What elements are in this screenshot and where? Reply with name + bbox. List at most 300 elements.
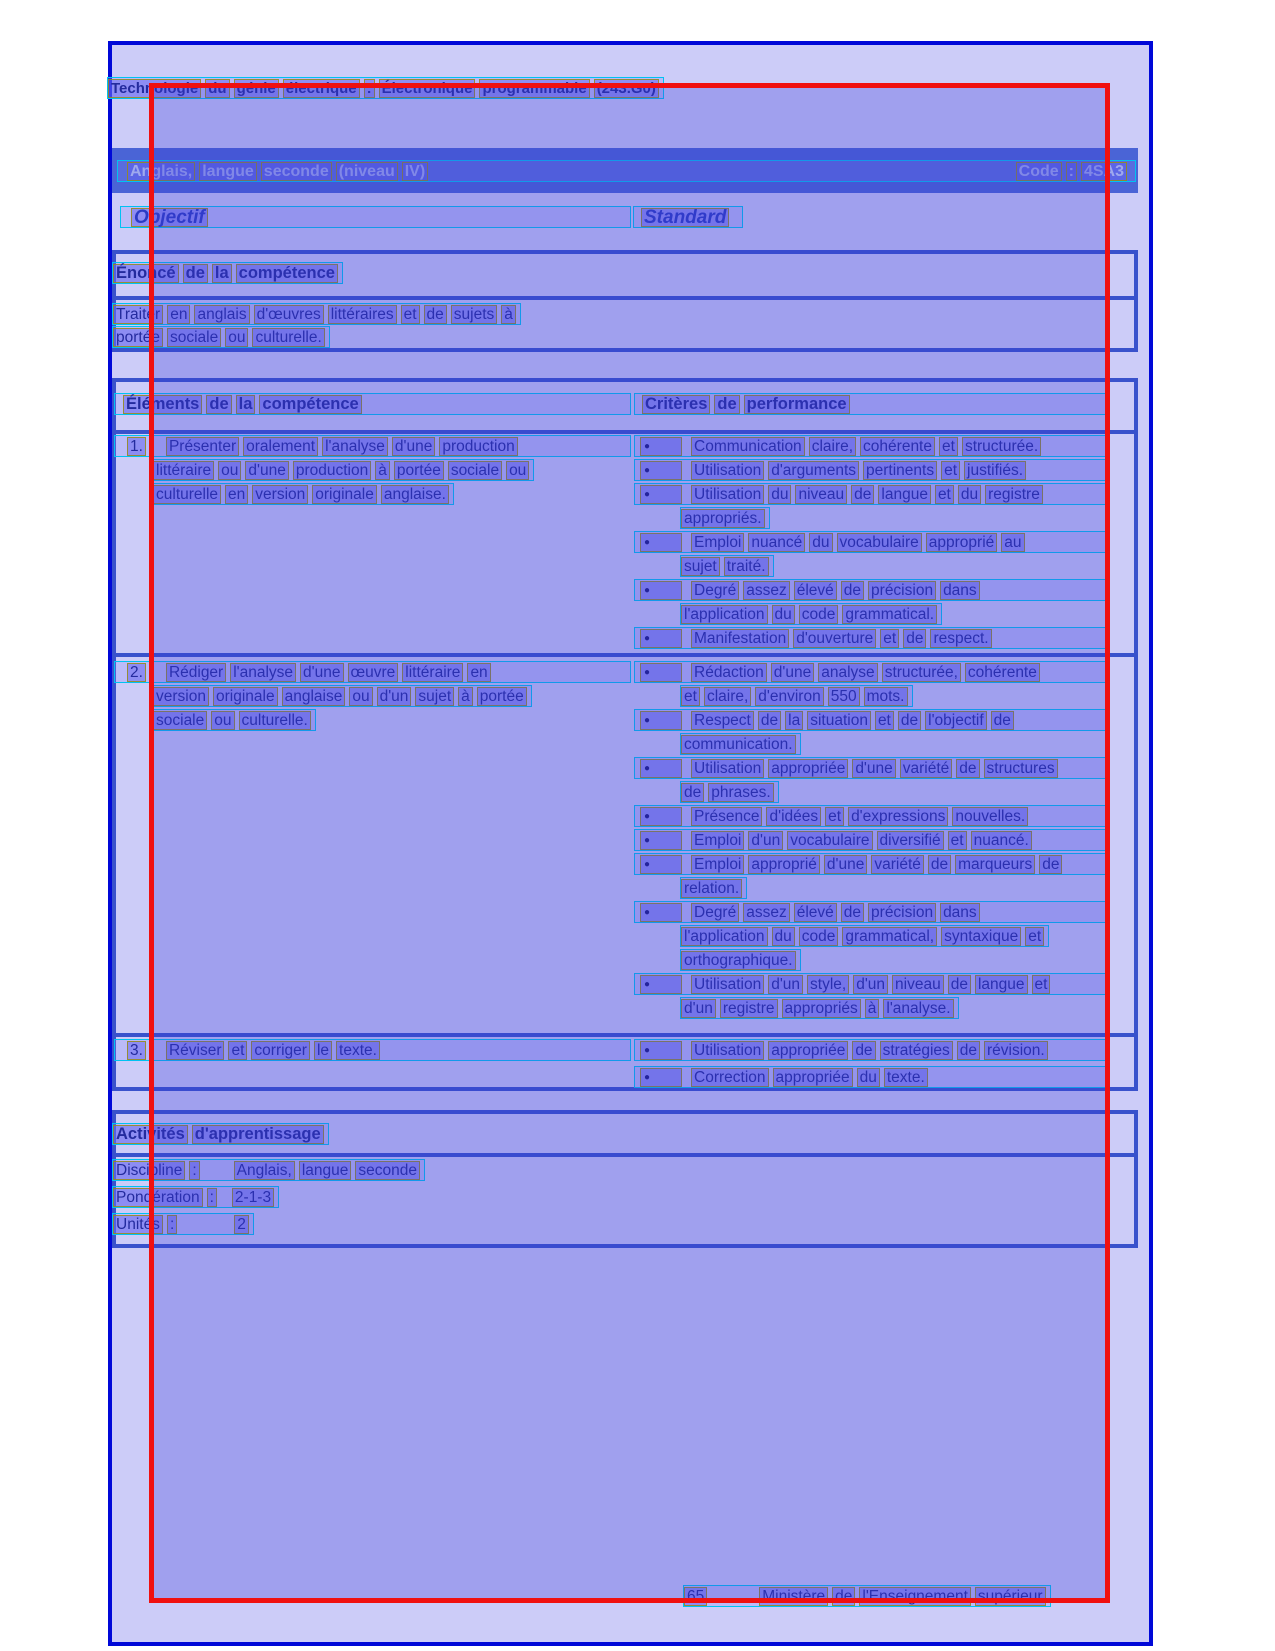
ocr-word: production xyxy=(439,437,517,456)
criterion-line xyxy=(634,579,1106,601)
ocr-word: Utilisation xyxy=(691,1041,764,1060)
ocr-word: appropriée xyxy=(768,1041,848,1060)
criterion-line xyxy=(634,435,1106,457)
ocr-word: Utilisation xyxy=(691,975,764,994)
ocr-word: Anglais, xyxy=(127,162,195,181)
ocr-word: Respect xyxy=(691,711,754,730)
bullet-icon: ● xyxy=(640,975,682,994)
bullet-icon: ● xyxy=(640,831,682,850)
criterion-line xyxy=(634,709,1106,731)
ocr-word: langue xyxy=(975,975,1028,994)
bullet-icon: ● xyxy=(640,1068,682,1087)
ocr-word: orthographique. xyxy=(681,951,796,970)
ocr-word: seconde xyxy=(355,1161,420,1180)
ocr-word: niveau xyxy=(795,485,847,504)
gap xyxy=(635,590,636,591)
ocr-word: et xyxy=(939,437,958,456)
ocr-word: littéraires xyxy=(328,305,397,324)
objectif-heading xyxy=(120,206,631,228)
ocr-word: d'une xyxy=(245,461,288,480)
element-item-line xyxy=(114,1039,631,1061)
ocr-word: Ministère xyxy=(759,1587,828,1606)
ocr-word: niveau xyxy=(892,975,944,994)
bullet-icon: ● xyxy=(640,711,682,730)
ocr-word: nuancé xyxy=(748,533,805,552)
gap xyxy=(635,638,636,639)
ocr-word: Unités xyxy=(113,1215,163,1234)
criterion-line xyxy=(680,733,801,755)
ocr-word: 2 xyxy=(234,1215,249,1234)
ocr-word: sujets xyxy=(451,305,498,324)
ocr-word: oralement xyxy=(243,437,318,456)
ocr-word: : xyxy=(364,79,375,98)
ocr-word: d'ouverture xyxy=(793,629,876,648)
ocr-word: la xyxy=(212,264,232,283)
ocr-word: : xyxy=(207,1188,217,1207)
gap xyxy=(635,1077,636,1078)
ocr-word: 550 xyxy=(828,687,860,706)
gap xyxy=(686,864,687,865)
ocr-word: le xyxy=(314,1041,332,1060)
ocr-word: l'application xyxy=(681,605,768,624)
gap xyxy=(115,672,123,673)
ocr-word: code xyxy=(799,927,839,946)
ocr-word: Électronique xyxy=(379,79,476,98)
ocr-word: littéraire xyxy=(153,461,214,480)
ocr-word: Code xyxy=(1016,162,1062,181)
criterion-line xyxy=(680,603,942,625)
criterion-line xyxy=(680,507,770,529)
ocr-word: code xyxy=(799,605,839,624)
ocr-word: texte. xyxy=(884,1068,928,1087)
ocr-word: Utilisation xyxy=(691,461,764,480)
ocr-word: d'une xyxy=(300,663,343,682)
ocr-word: littéraire xyxy=(402,663,463,682)
gap xyxy=(635,672,636,673)
ocr-word: ou xyxy=(506,461,529,480)
ocr-word: Emploi xyxy=(691,831,744,850)
ocr-word: élevé xyxy=(794,903,837,922)
criterion-line xyxy=(634,805,1106,827)
ocr-word: de xyxy=(928,855,951,874)
enonce-statement-line xyxy=(112,303,521,325)
ocr-word: d'un xyxy=(681,999,716,1018)
gap xyxy=(635,912,636,913)
table-row2-divider xyxy=(114,1033,1136,1037)
ocr-word: de xyxy=(956,759,979,778)
gap xyxy=(121,217,127,218)
bullet-icon: ● xyxy=(640,1041,682,1060)
ocr-word: à xyxy=(458,687,473,706)
bullet-icon: ● xyxy=(640,855,682,874)
gap xyxy=(686,840,687,841)
ocr-word: (243.G0) xyxy=(594,79,659,98)
ocr-word: langue xyxy=(299,1161,352,1180)
criterion-line xyxy=(680,781,779,803)
bullet-icon: ● xyxy=(640,629,682,648)
ocr-word: et xyxy=(681,687,700,706)
criterion-line xyxy=(634,459,1106,481)
ocr-word: du xyxy=(857,1068,880,1087)
ocr-word: anglais xyxy=(194,305,249,324)
table-row1-divider xyxy=(114,653,1136,657)
ocr-word: de xyxy=(758,711,781,730)
ocr-word: relation. xyxy=(681,879,742,898)
ocr-word: portée xyxy=(394,461,444,480)
ocr-word: culturelle. xyxy=(239,711,311,730)
elements-heading xyxy=(114,393,631,415)
ocr-word: Emploi xyxy=(691,533,744,552)
ocr-word: sociale xyxy=(448,461,502,480)
ocr-word: 65 xyxy=(684,1587,707,1606)
ocr-word: dans xyxy=(940,581,980,600)
criterion-line xyxy=(634,973,1106,995)
ocr-word: assez xyxy=(743,581,790,600)
ocr-word: l'Enseignement xyxy=(859,1587,971,1606)
bullet-icon: ● xyxy=(640,903,682,922)
ocr-word: stratégies xyxy=(880,1041,953,1060)
ocr-word: appropriée xyxy=(773,1068,853,1087)
ocr-word: la xyxy=(785,711,803,730)
ocr-word: : xyxy=(1066,162,1077,181)
ocr-word: programmable xyxy=(479,79,589,98)
criterion-line xyxy=(634,757,1106,779)
activites-detail-line xyxy=(112,1213,254,1235)
criterion-line xyxy=(680,877,747,899)
ocr-word: claire, xyxy=(704,687,751,706)
enonce-statement-line xyxy=(112,326,330,348)
ocr-word: précision xyxy=(868,581,936,600)
gap xyxy=(204,1170,230,1171)
gap xyxy=(686,1077,687,1078)
ocr-word: de xyxy=(714,395,739,414)
ocr-word: d'un xyxy=(748,831,783,850)
ocr-word: ou xyxy=(211,711,234,730)
gap xyxy=(150,446,162,447)
ocr-word: d'apprentissage xyxy=(192,1125,324,1144)
gap xyxy=(686,720,687,721)
ocr-word: à xyxy=(865,999,880,1018)
gap xyxy=(118,171,123,172)
ocr-word: sujet xyxy=(415,687,454,706)
ocr-word: d'environ xyxy=(755,687,823,706)
gap xyxy=(686,542,687,543)
ocr-word: variété xyxy=(900,759,953,778)
ocr-word: justifiés. xyxy=(964,461,1026,480)
ocr-word: phrases. xyxy=(708,783,773,802)
ocr-word: du xyxy=(958,485,981,504)
gap xyxy=(150,1050,162,1051)
ocr-word: performance xyxy=(744,395,850,414)
gap xyxy=(686,638,687,639)
gap xyxy=(115,1050,123,1051)
ocr-word: : xyxy=(167,1215,177,1234)
ocr-word: analyse xyxy=(818,663,877,682)
gap xyxy=(115,404,119,405)
ocr-word: Critères xyxy=(642,395,710,414)
ocr-word: d'expressions xyxy=(848,807,948,826)
course-title-line xyxy=(117,160,1136,182)
enonce-heading xyxy=(112,262,343,284)
ocr-word: et xyxy=(948,831,967,850)
ocr-word: appropriés xyxy=(782,999,861,1018)
ocr-word: 4SA3 xyxy=(1081,162,1127,181)
ocr-word: structurée. xyxy=(962,437,1041,456)
ocr-word: et xyxy=(875,711,894,730)
table-header-divider xyxy=(114,430,1136,434)
gap xyxy=(686,672,687,673)
ocr-word: style, xyxy=(807,975,849,994)
ocr-word: version xyxy=(153,687,209,706)
ocr-word: ou xyxy=(349,687,372,706)
ocr-word: Présenter xyxy=(166,437,239,456)
activites-detail-line xyxy=(112,1186,279,1208)
ocr-word: et xyxy=(825,807,844,826)
ocr-word: structures xyxy=(984,759,1058,778)
ocr-word: Présence xyxy=(691,807,762,826)
gap xyxy=(635,864,636,865)
ocr-word: Énoncé xyxy=(113,264,179,283)
ocr-word: du xyxy=(768,485,791,504)
gap xyxy=(635,768,636,769)
ocr-word: ou xyxy=(218,461,241,480)
ocr-word: l'objectif xyxy=(925,711,987,730)
ocr-word: cohérente xyxy=(965,663,1040,682)
ocr-word: 3. xyxy=(127,1041,146,1060)
ocr-word: l'analyse xyxy=(322,437,388,456)
gap xyxy=(686,446,687,447)
ocr-word: Manifestation xyxy=(691,629,789,648)
ocr-word: d'un xyxy=(768,975,803,994)
ocr-word: de xyxy=(206,395,231,414)
ocr-word: précision xyxy=(868,903,936,922)
ocr-word: de xyxy=(851,485,874,504)
ocr-word: supérieur xyxy=(975,1587,1046,1606)
ocr-word: de xyxy=(424,305,447,324)
ocr-word: Objectif xyxy=(131,208,208,227)
ocr-word: (niveau xyxy=(336,162,398,181)
ocr-word: d'idées xyxy=(766,807,821,826)
ocr-word: Éléments xyxy=(123,395,202,414)
gap xyxy=(635,816,636,817)
bullet-icon: ● xyxy=(640,581,682,600)
ocr-word: œuvre xyxy=(348,663,399,682)
ocr-word: originale xyxy=(213,687,278,706)
bullet-icon: ● xyxy=(640,663,682,682)
ocr-word: Pondération xyxy=(113,1188,203,1207)
ocr-word: Utilisation xyxy=(691,485,764,504)
ocr-word: originale xyxy=(312,485,377,504)
gap xyxy=(686,590,687,591)
ocr-word: Communication xyxy=(691,437,805,456)
ocr-word: dans xyxy=(940,903,980,922)
ocr-word: en xyxy=(167,305,190,324)
ocr-word: variété xyxy=(871,855,924,874)
ocr-word: et xyxy=(401,305,420,324)
criterion-line xyxy=(634,627,1106,649)
ocr-word: langue xyxy=(199,162,257,181)
ocr-word: Degré xyxy=(691,903,739,922)
element-item-line xyxy=(152,483,454,505)
ocr-word: de xyxy=(681,783,704,802)
ocr-word: l'application xyxy=(681,927,768,946)
ocr-word: situation xyxy=(807,711,871,730)
footer-line xyxy=(683,1585,1051,1607)
ocr-word: respect. xyxy=(930,629,991,648)
ocr-word: IV) xyxy=(402,162,428,181)
gap xyxy=(686,768,687,769)
ocr-word: appropriée xyxy=(768,759,848,778)
ocr-word: traité. xyxy=(724,557,769,576)
criterion-line xyxy=(634,661,1106,683)
ocr-word: de xyxy=(957,1041,980,1060)
ocr-word: registre xyxy=(985,485,1043,504)
criterion-line xyxy=(634,829,1106,851)
activites-detail-line xyxy=(112,1159,425,1181)
ocr-word: et xyxy=(880,629,899,648)
ocr-word: vocabulaire xyxy=(787,831,872,850)
ocr-word: d'œuvres xyxy=(254,305,324,324)
ocr-word: électrique xyxy=(283,79,360,98)
criterion-line xyxy=(634,531,1106,553)
ocr-word: culturelle. xyxy=(252,328,324,347)
gap xyxy=(635,984,636,985)
ocr-word: Emploi xyxy=(691,855,744,874)
gap xyxy=(686,1050,687,1051)
gap xyxy=(635,840,636,841)
ocr-word: du xyxy=(205,79,229,98)
ocr-word: de xyxy=(1039,855,1062,874)
gap xyxy=(634,217,637,218)
ocr-word: ou xyxy=(225,328,248,347)
criterion-line xyxy=(680,555,774,577)
ocr-word: et xyxy=(1032,975,1051,994)
ocr-word: structurée, xyxy=(882,663,961,682)
ocr-word: syntaxique xyxy=(941,927,1021,946)
gap xyxy=(115,446,123,447)
bullet-icon: ● xyxy=(640,807,682,826)
ocr-word: de xyxy=(183,264,208,283)
ocr-word: Standard xyxy=(641,208,729,227)
criterion-line xyxy=(634,901,1106,923)
ocr-word: production xyxy=(293,461,371,480)
ocr-word: Discipline xyxy=(113,1161,185,1180)
ocr-word: Technologie xyxy=(108,79,201,98)
ocr-word: en xyxy=(225,485,248,504)
ocr-word: de xyxy=(948,975,971,994)
ocr-word: nouvelles. xyxy=(952,807,1028,826)
ocr-word: Traiter xyxy=(113,305,163,324)
gap xyxy=(686,470,687,471)
ocr-word: du xyxy=(772,605,795,624)
ocr-word: et xyxy=(1025,927,1044,946)
ocr-word: du xyxy=(809,533,832,552)
bullet-icon: ● xyxy=(640,437,682,456)
ocr-word: anglaise xyxy=(282,687,346,706)
ocr-word: compétence xyxy=(236,264,338,283)
standard-heading xyxy=(633,206,743,228)
ocr-word: au xyxy=(1001,533,1024,552)
gap xyxy=(635,446,636,447)
element-item-line xyxy=(152,685,532,707)
ocr-word: et xyxy=(941,461,960,480)
ocr-word: : xyxy=(189,1161,199,1180)
ocr-word: d'une xyxy=(392,437,435,456)
ocr-word: 1. xyxy=(127,437,146,456)
ocr-word: portée xyxy=(113,328,163,347)
ocr-word: sociale xyxy=(167,328,221,347)
bullet-icon: ● xyxy=(640,759,682,778)
ocr-word: cohérente xyxy=(860,437,935,456)
ocr-word: à xyxy=(501,305,516,324)
ocr-word: approprié xyxy=(926,533,998,552)
gap xyxy=(635,470,636,471)
ocr-word: Rédiger xyxy=(166,663,226,682)
ocr-word: de xyxy=(841,903,864,922)
enonce-divider xyxy=(114,296,1136,300)
ocr-word: l'analyse. xyxy=(883,999,953,1018)
gap xyxy=(635,494,636,495)
ocr-word: vocabulaire xyxy=(837,533,922,552)
ocr-word: corriger xyxy=(251,1041,310,1060)
ocr-word: Degré xyxy=(691,581,739,600)
ocr-word: approprié xyxy=(748,855,820,874)
gap xyxy=(221,1197,228,1198)
element-item-line xyxy=(114,661,631,683)
course-code xyxy=(1016,161,1127,181)
ocr-word: élevé xyxy=(794,581,837,600)
ocr-word: d'un xyxy=(853,975,888,994)
ocr-word: mots. xyxy=(864,687,908,706)
bullet-icon: ● xyxy=(640,461,682,480)
ocr-word: grammatical. xyxy=(842,605,937,624)
ocr-word: du xyxy=(772,927,795,946)
ocr-word: diversifié xyxy=(877,831,944,850)
ocr-word: Réviser xyxy=(166,1041,225,1060)
ocr-word: d'une xyxy=(771,663,814,682)
ocr-word: d'arguments xyxy=(768,461,859,480)
ocr-word: la xyxy=(236,395,256,414)
ocr-word: à xyxy=(375,461,390,480)
criteres-heading xyxy=(634,393,1106,415)
ocr-word: Activités xyxy=(113,1125,188,1144)
activites-divider xyxy=(114,1153,1136,1157)
ocr-word: grammatical, xyxy=(842,927,937,946)
ocr-word: appropriés. xyxy=(681,509,765,528)
gap xyxy=(686,984,687,985)
criterion-line xyxy=(634,853,1106,875)
gap xyxy=(635,720,636,721)
criterion-line xyxy=(634,1039,1106,1061)
criterion-line xyxy=(680,997,959,1019)
ocr-word: d'un xyxy=(377,687,412,706)
gap xyxy=(686,494,687,495)
element-item-line xyxy=(152,709,316,731)
gap xyxy=(686,816,687,817)
bullet-icon: ● xyxy=(640,533,682,552)
ocr-word: assez xyxy=(743,903,790,922)
ocr-word: Correction xyxy=(691,1068,769,1087)
bullet-icon: ● xyxy=(640,485,682,504)
ocr-word: sociale xyxy=(153,711,207,730)
ocr-word: Anglais, xyxy=(234,1161,295,1180)
ocr-word: révision. xyxy=(984,1041,1048,1060)
ocr-word: version xyxy=(252,485,308,504)
criterion-line xyxy=(680,685,913,707)
ocr-word: 2-1-3 xyxy=(232,1188,274,1207)
ocr-word: sujet xyxy=(681,557,720,576)
activites-heading xyxy=(112,1123,329,1145)
